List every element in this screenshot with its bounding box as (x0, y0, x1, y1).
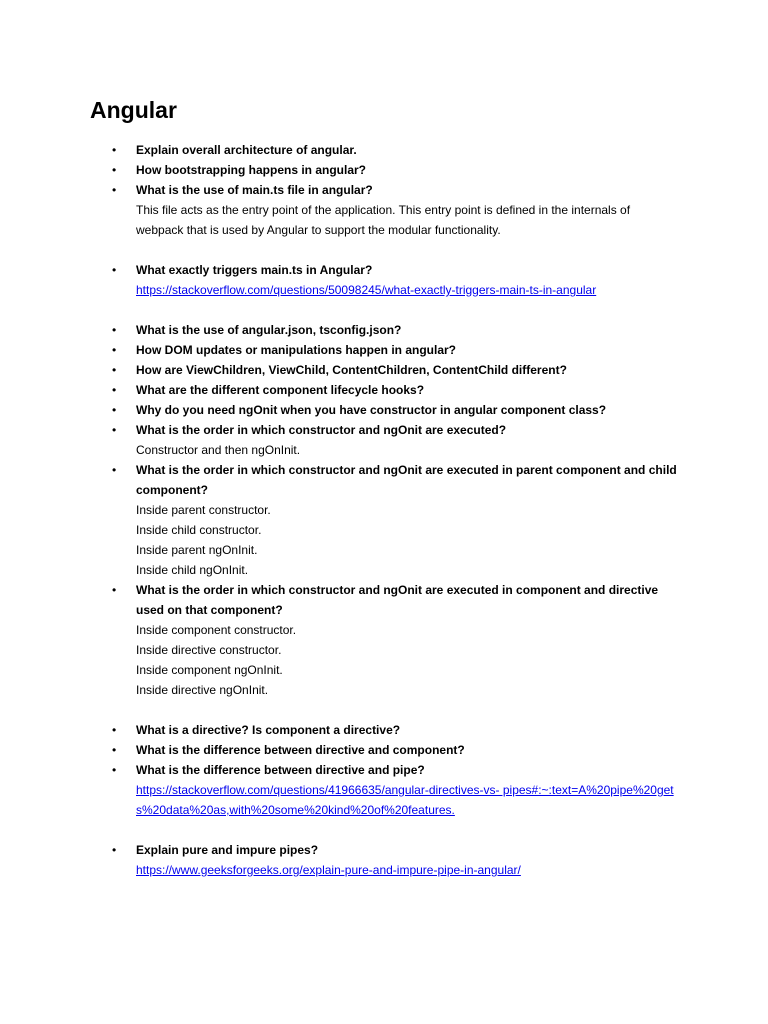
reference-link[interactable]: https://stackoverflow.com/questions/41966635/angular-directives-vs- pipes#:~:text=A%20pipe%20gets%20data%20as,with%20some%20kind%20of%20features. (136, 783, 674, 817)
bullet-icon: • (112, 843, 117, 857)
question-item (0, 740, 768, 760)
answer-text: Inside parent constructor. (136, 503, 271, 517)
question-text: What exactly triggers main.ts in Angular? (136, 263, 373, 277)
question-text: What is the use of main.ts file in angular? (136, 183, 373, 197)
question-item (0, 720, 768, 740)
question-item (0, 420, 768, 440)
question-item (0, 760, 768, 780)
page-title: Angular (90, 97, 177, 123)
question-item (0, 180, 768, 200)
answer-text: Inside component ngOnInit. (136, 663, 283, 677)
bullet-icon: • (112, 763, 117, 777)
question-text: Explain pure and impure pipes? (136, 843, 319, 857)
question-item (0, 460, 768, 500)
bullet-icon: • (112, 463, 117, 477)
question-item (0, 340, 768, 360)
bullet-icon: • (112, 143, 117, 157)
bullet-icon: • (112, 183, 117, 197)
answer-text: Inside directive constructor. (136, 643, 282, 657)
question-item (0, 140, 768, 160)
question-item (0, 160, 768, 180)
reference-link[interactable]: https://www.geeksforgeeks.org/explain-pure-and-impure-pipe-in-angular/ (136, 863, 521, 877)
question-item (0, 840, 768, 860)
question-text: What is a directive? Is component a directive? (136, 723, 401, 737)
bullet-icon: • (112, 723, 117, 737)
question-text: How are ViewChildren, ViewChild, ContentChildren, ContentChild different? (136, 363, 567, 377)
question-text: Explain overall architecture of angular. (136, 143, 357, 157)
bullet-icon: • (112, 423, 117, 437)
bullet-icon: • (112, 383, 117, 397)
question-text: What is the order in which constructor and ngOnit are executed in component and directive used on that component? (136, 583, 659, 617)
bullet-icon: • (112, 323, 117, 337)
bullet-icon: • (112, 583, 117, 597)
answer-text: Inside parent ngOnInit. (136, 543, 258, 557)
answer-text: Inside component constructor. (136, 623, 297, 637)
answer-text: This file acts as the entry point of the application. This entry point is defined in the internals of webpack that is used by Angular to support the modular functionality. (136, 203, 631, 237)
question-text: Why do you need ngOnit when you have constructor in angular component class? (136, 403, 607, 417)
question-list (0, 140, 768, 880)
question-item (0, 380, 768, 400)
bullet-icon: • (112, 263, 117, 277)
spacer (0, 300, 768, 320)
bullet-icon: • (112, 743, 117, 757)
question-item (0, 360, 768, 380)
question-text: What is the order in which constructor and ngOnit are executed? (136, 423, 507, 437)
bullet-icon: • (112, 403, 117, 417)
bullet-icon: • (112, 363, 117, 377)
question-item (0, 580, 768, 620)
answer-text: Constructor and then ngOnInit. (136, 443, 301, 457)
answer-text: Inside directive ngOnInit. (136, 683, 269, 697)
question-text: What are the different component lifecycle hooks? (136, 383, 425, 397)
question-text: How bootstrapping happens in angular? (136, 163, 366, 177)
answer-text: Inside child constructor. (136, 523, 262, 537)
question-item (0, 400, 768, 420)
spacer (0, 700, 768, 720)
question-text: What is the difference between directive and pipe? (136, 763, 425, 777)
bullet-icon: • (112, 163, 117, 177)
question-item (0, 320, 768, 340)
question-text: What is the use of angular.json, tsconfig.json? (136, 323, 402, 337)
bullet-icon: • (112, 343, 117, 357)
reference-link[interactable]: https://stackoverflow.com/questions/50098245/what-exactly-triggers-main-ts-in-angular (136, 283, 597, 297)
answer-text: Inside child ngOnInit. (136, 563, 249, 577)
spacer (0, 820, 768, 840)
question-text: How DOM updates or manipulations happen in angular? (136, 343, 457, 357)
spacer (0, 240, 768, 260)
question-text: What is the difference between directive and component? (136, 743, 465, 757)
question-text: What is the order in which constructor and ngOnit are executed in parent component and child component? (136, 463, 677, 497)
question-item (0, 260, 768, 280)
